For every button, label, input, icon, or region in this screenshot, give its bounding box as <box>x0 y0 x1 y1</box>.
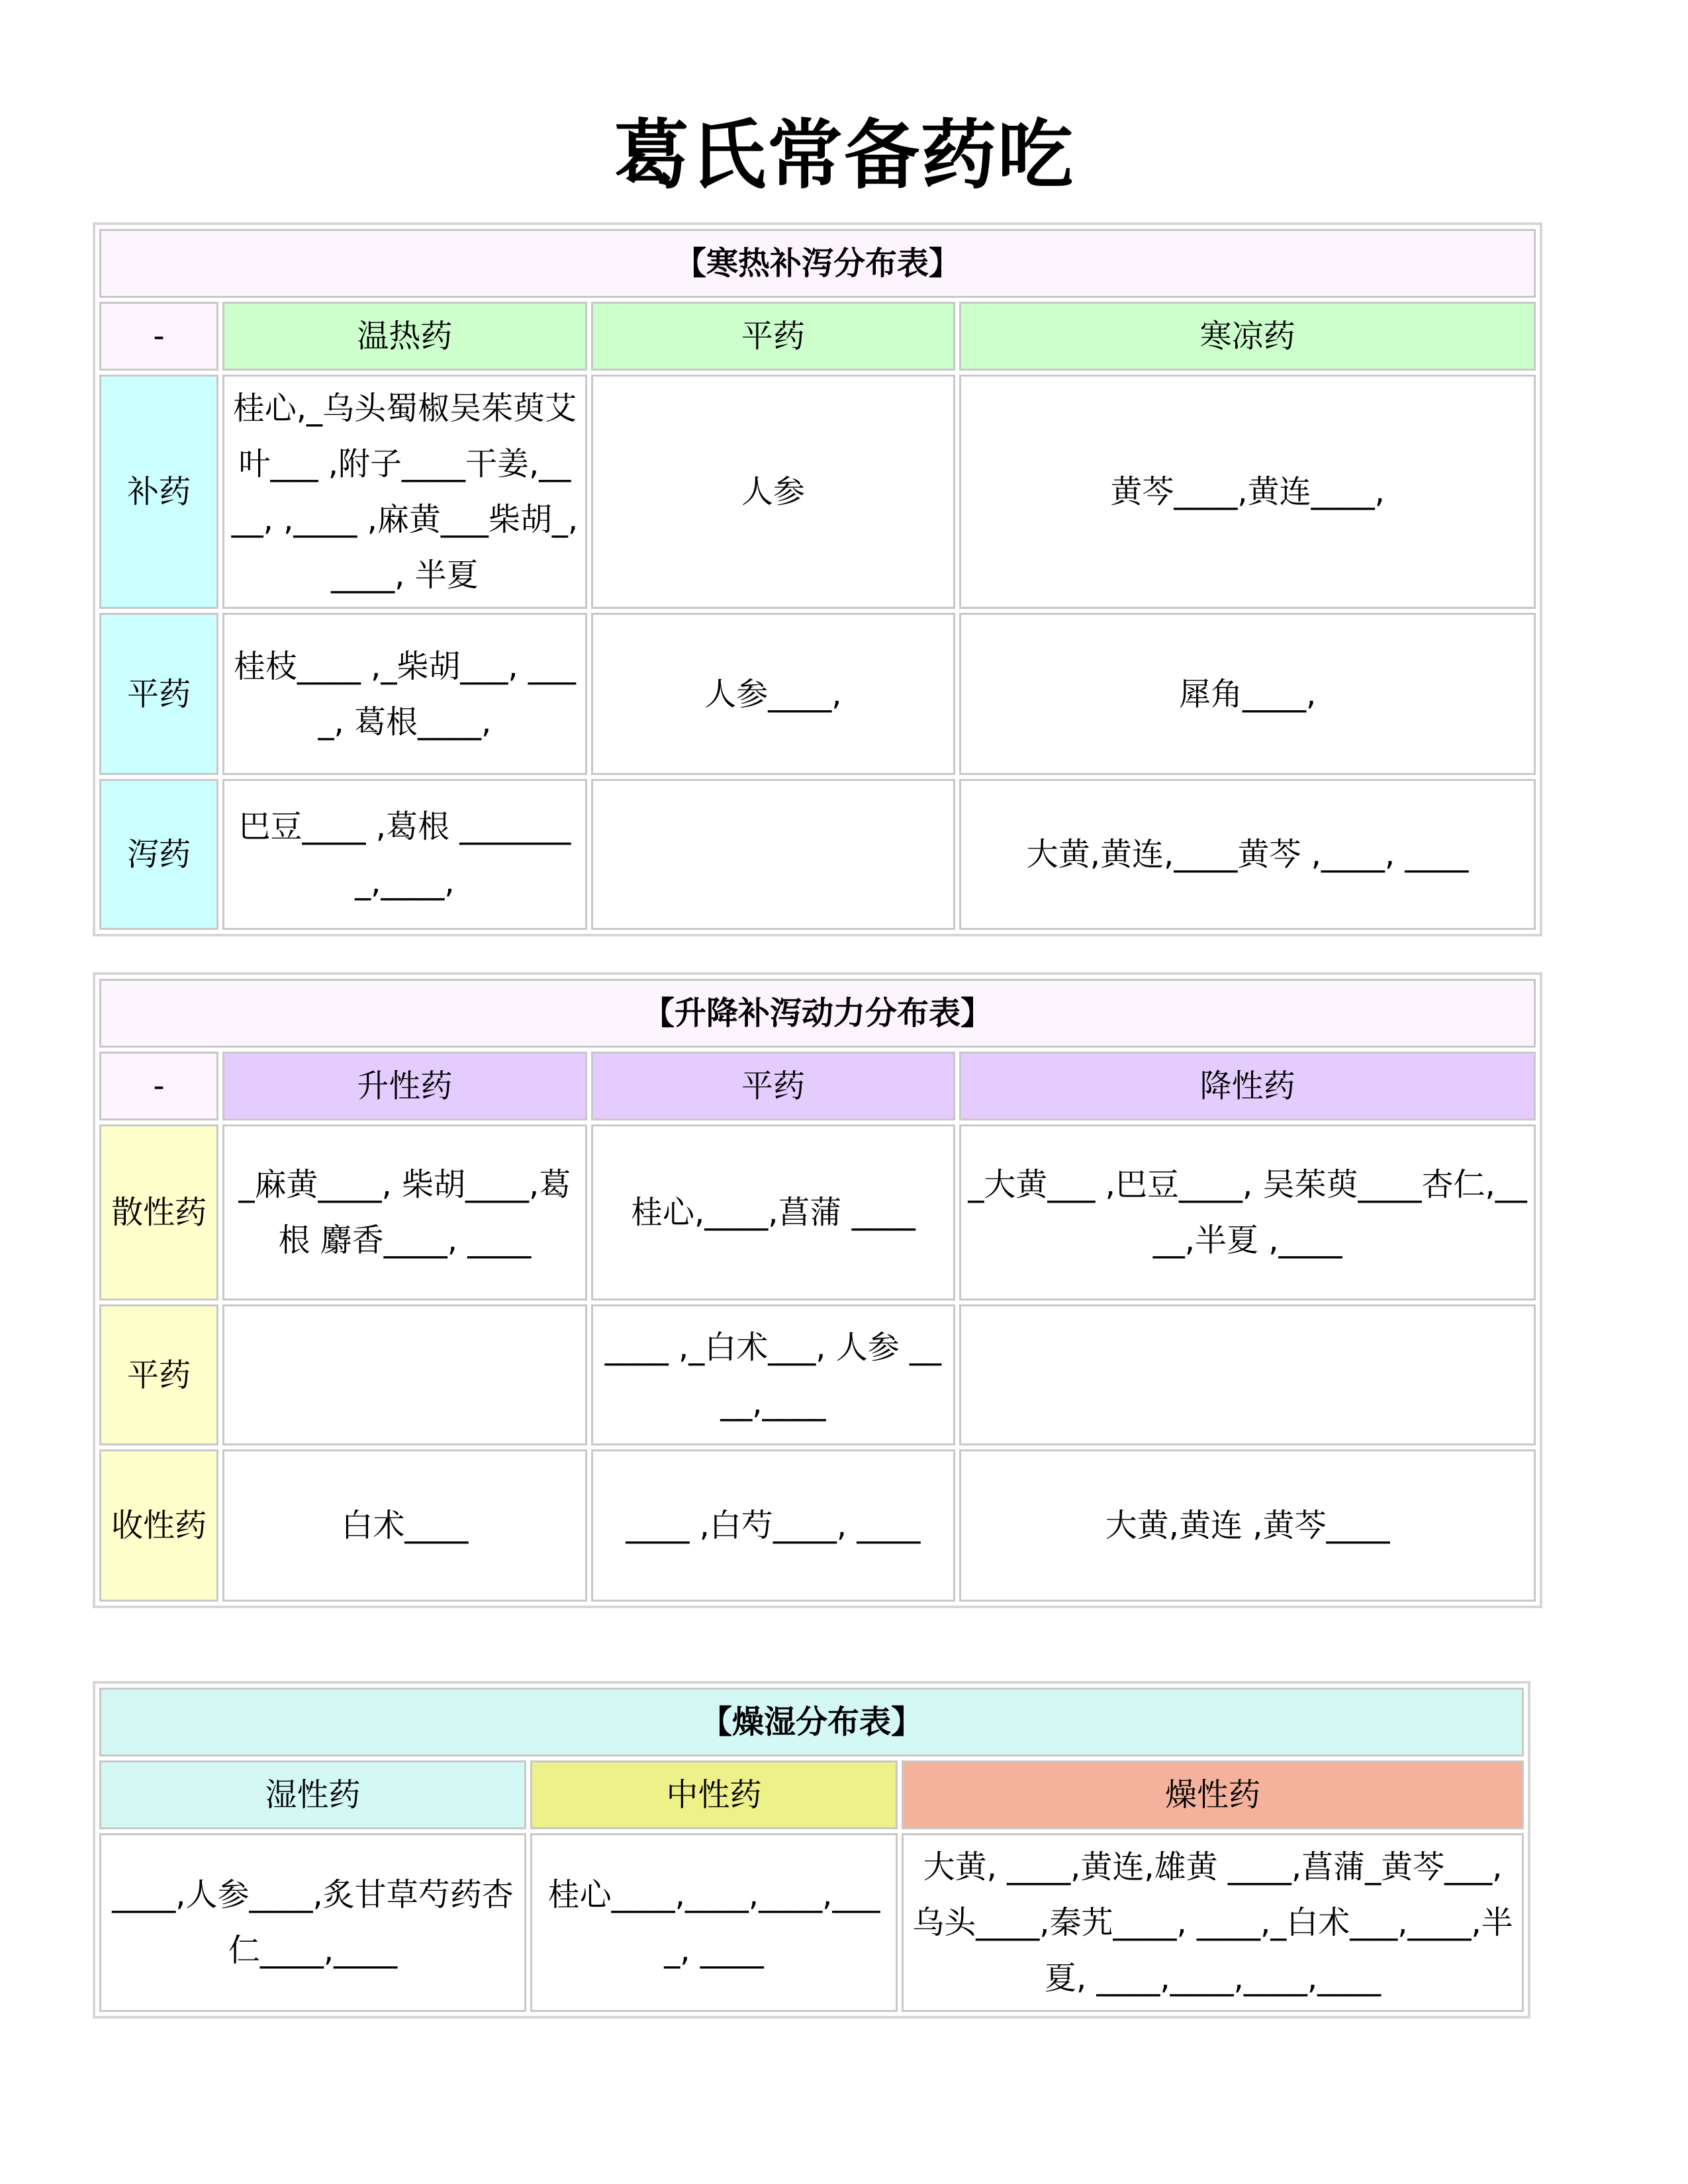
col-header-wet: 湿性药 <box>99 1760 526 1829</box>
table-cell: 桂心,_乌头蜀椒吴茱萸艾叶___ ,附子____干姜,____, ,____ ,麻黄___柴胡_,____, 半夏 <box>222 375 587 609</box>
col-header-neutral: 平药 <box>591 1052 956 1120</box>
table-cell: 桂心,____,菖蒲 ____ <box>591 1124 956 1300</box>
table-cell <box>222 1304 587 1445</box>
table-cell: 桂心____,____,____,____, ____ <box>530 1833 898 2012</box>
row-header-purge: 泻药 <box>99 779 218 930</box>
table-caption: 【升降补泻动力分布表】 <box>99 979 1536 1048</box>
row-header-neutral: 平药 <box>99 613 218 775</box>
table-cell: 大黄,黄连 ,黄芩____ <box>959 1449 1536 1602</box>
table-cell: 白术____ <box>222 1449 587 1602</box>
col-header-cold: 寒凉药 <box>959 302 1536 371</box>
table-cell: _大黄___ ,巴豆____, 吴茱萸____杏仁,____,半夏 ,____ <box>959 1124 1536 1300</box>
rise-fall-table <box>93 972 1542 1608</box>
table-cell: ____,人参____,炙甘草芍药杏仁____,____ <box>99 1833 526 2012</box>
table-cell: ____ ,白芍____, ____ <box>591 1449 956 1602</box>
table-cell <box>591 779 956 930</box>
col-header-falling: 降性药 <box>959 1052 1536 1120</box>
table-cell: 大黄, ____,黄连,雄黄 ____,菖蒲_黄芩___,乌头____,秦艽____, ____,_白术___,____,半夏, ____,____,____,____ <box>902 1833 1524 2012</box>
page-title: 葛氏常备药吃 <box>613 111 1074 199</box>
table-cell: 人参 <box>591 375 956 609</box>
row-header-dispersing: 散性药 <box>99 1124 218 1300</box>
col-header-warm: 温热药 <box>222 302 587 371</box>
row-header-astringent: 收性药 <box>99 1449 218 1602</box>
table-cell <box>959 1304 1536 1445</box>
table-cell: _麻黄____, 柴胡____,葛根 麝香____, ____ <box>222 1124 587 1300</box>
col-header-rising: 升性药 <box>222 1052 587 1120</box>
row-header-tonic: 补药 <box>99 375 218 609</box>
table-cell: 桂枝____ ,_柴胡___, ____, 葛根____, <box>222 613 587 775</box>
table-cell: 大黄,黄连,____黄芩 ,____, ____ <box>959 779 1536 930</box>
table-cell: ____ ,_白术___, 人参 ____,____ <box>591 1304 956 1445</box>
col-header-dry: 燥性药 <box>902 1760 1524 1829</box>
table-cell: 巴豆____ ,葛根 ________,____, <box>222 779 587 930</box>
table-cell: 人参____, <box>591 613 956 775</box>
table-caption: 【燥湿分布表】 <box>99 1688 1524 1756</box>
table-caption: 【寒热补泻分布表】 <box>99 229 1536 298</box>
col-header-neutral: 平药 <box>591 302 956 371</box>
col-header-mid: 中性药 <box>530 1760 898 1829</box>
corner-cell: - <box>99 1052 218 1120</box>
table-cell: 犀角____, <box>959 613 1536 775</box>
corner-cell: - <box>99 302 218 371</box>
dry-wet-table <box>93 1681 1530 2019</box>
cold-heat-table <box>93 222 1542 936</box>
table-cell: 黄芩____,黄连____, <box>959 375 1536 609</box>
row-header-neutral: 平药 <box>99 1304 218 1445</box>
